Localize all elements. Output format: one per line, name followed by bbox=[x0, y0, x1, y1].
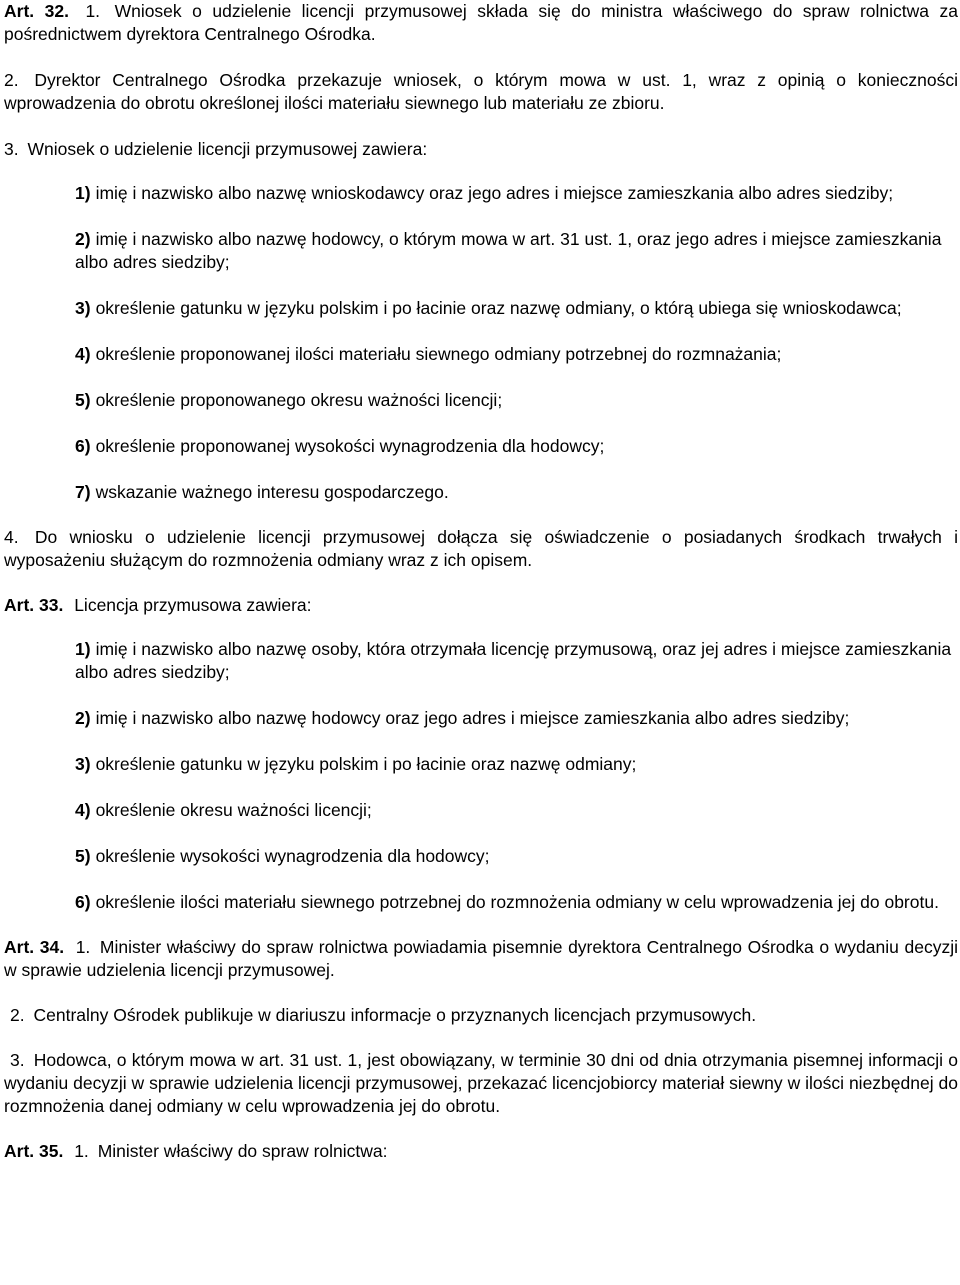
article-label: Art. 35. bbox=[4, 1141, 64, 1161]
paragraph-number: 2. bbox=[10, 1005, 25, 1025]
list-item-text: imię i nazwisko albo nazwę wnioskodawcy oraz jego adres i miejsce zamieszkania albo adres siedziby; bbox=[95, 183, 894, 203]
list-item bbox=[4, 343, 958, 366]
list-item-text: określenie okresu ważności licencji; bbox=[95, 800, 372, 820]
list-item-number: 5) bbox=[75, 846, 91, 866]
article-label: Art. 32. bbox=[4, 1, 69, 21]
article-label: Art. 34. bbox=[4, 937, 65, 957]
list-item-number: 2) bbox=[75, 708, 91, 728]
art32-item-list bbox=[4, 182, 958, 504]
list-item-number: 1) bbox=[75, 183, 91, 203]
list-item-text: określenie gatunku w języku polskim i po łacinie oraz nazwę odmiany; bbox=[95, 754, 637, 774]
list-item-text: imię i nazwisko albo nazwę osoby, która otrzymała licencję przymusową, oraz jej adres i miejsce zamieszkania albo adres siedziby; bbox=[75, 639, 952, 682]
list-item-text: określenie ilości materiału siewnego potrzebnej do rozmnożenia odmiany w celu wprowadzenia jej do obrotu. bbox=[95, 892, 939, 912]
list-item-number: 6) bbox=[75, 892, 91, 912]
paragraph-number: 3. bbox=[10, 1050, 25, 1070]
list-item-number: 2) bbox=[75, 229, 91, 249]
list-item bbox=[4, 481, 958, 504]
list-item-number: 1) bbox=[75, 639, 91, 659]
paragraph-text: Do wniosku o udzielenie licencji przymusowej dołącza się oświadczenie o posiadanych środkach trwałych i wyposażeniu służącym do rozmnożenia odmiany wraz z ich opisem. bbox=[4, 527, 958, 570]
list-item-number: 7) bbox=[75, 482, 91, 502]
list-item-text: wskazanie ważnego interesu gospodarczego. bbox=[95, 482, 449, 502]
list-item bbox=[4, 799, 958, 822]
list-item-number: 3) bbox=[75, 298, 91, 318]
paragraph-number: 3. bbox=[4, 139, 19, 159]
art33-intro bbox=[4, 594, 958, 617]
paragraph-text: Minister właściwy do spraw rolnictwa powiadamia pisemnie dyrektora Centralnego Ośrodka o wydaniu decyzji w sprawie udzielenia licencji przymusowej. bbox=[4, 937, 958, 980]
list-item bbox=[4, 297, 958, 320]
list-item-text: określenie proponowanej ilości materiału siewnego odmiany potrzebnej do rozmnażania; bbox=[95, 344, 782, 364]
list-item bbox=[4, 891, 958, 914]
art34-paragraph-2 bbox=[4, 1004, 958, 1027]
list-item-text: określenie gatunku w języku polskim i po łacinie oraz nazwę odmiany, o którą ubiega się wnioskodawca; bbox=[95, 298, 902, 318]
article-label: Art. 33. bbox=[4, 595, 64, 615]
list-item bbox=[4, 845, 958, 868]
list-item-text: określenie proponowanego okresu ważności licencji; bbox=[95, 390, 503, 410]
art32-paragraph-3 bbox=[4, 138, 958, 161]
paragraph-number: 1. bbox=[75, 937, 91, 957]
list-item-number: 3) bbox=[75, 754, 91, 774]
paragraph-text: Centralny Ośrodek publikuje w diariuszu informacje o przyznanych licencjach przymusowych. bbox=[33, 1005, 757, 1025]
art33-item-list bbox=[4, 638, 958, 914]
paragraph-number: 4. bbox=[4, 527, 19, 547]
paragraph-number: 1. bbox=[85, 1, 101, 21]
list-item-text: określenie proponowanej wysokości wynagrodzenia dla hodowcy; bbox=[95, 436, 605, 456]
list-item bbox=[4, 182, 958, 205]
paragraph-text: Dyrektor Centralnego Ośrodka przekazuje wniosek, o którym mowa w ust. 1, wraz z opinią o konieczności wprowadzenia do obrotu określonej ilości materiału siewnego lub materiału ze zbioru. bbox=[4, 70, 958, 113]
paragraph-text: Licencja przymusowa zawiera: bbox=[74, 595, 312, 615]
document-body bbox=[4, 0, 958, 1163]
art32-paragraph-4 bbox=[4, 526, 958, 572]
list-item bbox=[4, 707, 958, 730]
art35-paragraph-1 bbox=[4, 1140, 958, 1163]
art32-paragraph-1 bbox=[4, 0, 958, 46]
paragraph-text: Minister właściwy do spraw rolnictwa: bbox=[97, 1141, 388, 1161]
paragraph-number: 1. bbox=[74, 1141, 89, 1161]
paragraph-text: Wniosek o udzielenie licencji przymusowej składa się do ministra właściwego do spraw rolnictwa za pośrednictwem dyrektora Centralnego Ośrodka. bbox=[4, 1, 958, 44]
list-item-text: określenie wysokości wynagrodzenia dla hodowcy; bbox=[95, 846, 490, 866]
list-item-number: 4) bbox=[75, 800, 91, 820]
art34-paragraph-1 bbox=[4, 936, 958, 982]
paragraph-number: 2. bbox=[4, 70, 19, 90]
paragraph-text: Wniosek o udzielenie licencji przymusowej zawiera: bbox=[27, 139, 428, 159]
list-item-text: imię i nazwisko albo nazwę hodowcy oraz jego adres i miejsce zamieszkania albo adres siedziby; bbox=[95, 708, 850, 728]
list-item bbox=[4, 389, 958, 412]
art34-paragraph-3 bbox=[4, 1049, 958, 1118]
list-item bbox=[4, 638, 958, 684]
art32-paragraph-2 bbox=[4, 69, 958, 115]
list-item-number: 6) bbox=[75, 436, 91, 456]
list-item-number: 4) bbox=[75, 344, 91, 364]
list-item bbox=[4, 753, 958, 776]
paragraph-text: Hodowca, o którym mowa w art. 31 ust. 1, jest obowiązany, w terminie 30 dni od dnia otrzymania pisemnej informacji o wydaniu decyzji w sprawie udzielenia licencji przymusowej, przekazać licencjobiorcy materiał siewny w ilości niezbędnej do rozmnożenia danej odmiany w celu wprowadzenia jej do obrotu. bbox=[4, 1050, 958, 1116]
list-item-number: 5) bbox=[75, 390, 91, 410]
list-item bbox=[4, 435, 958, 458]
list-item-text: imię i nazwisko albo nazwę hodowcy, o którym mowa w art. 31 ust. 1, oraz jego adres i miejsce zamieszkania albo adres siedziby; bbox=[75, 229, 942, 272]
list-item bbox=[4, 228, 958, 274]
